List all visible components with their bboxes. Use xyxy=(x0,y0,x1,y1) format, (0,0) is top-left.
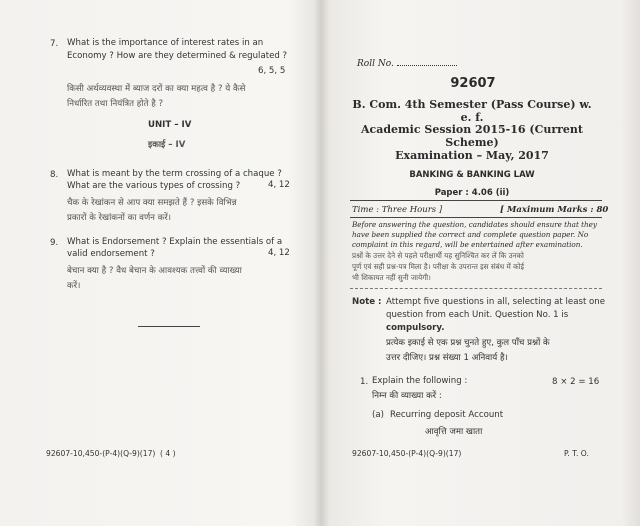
note-en-line3: compulsory. xyxy=(386,323,445,333)
q8-text-en-line1: What is meant by the term crossing of a chaque ? xyxy=(67,169,282,179)
q9-text-hi-line2: करें। xyxy=(67,281,81,291)
session-title: Academic Session 2015-16 (Current Scheme) xyxy=(360,123,583,149)
q1-number: 1. xyxy=(360,377,369,387)
q8-text-en-line2: What are the various types of crossing ? xyxy=(67,181,241,191)
q7-text-hi-line2: निर्धारित तथा नियंत्रित होते है ? xyxy=(67,99,164,109)
paper-number: Paper : 4.06 (ii) xyxy=(434,188,510,198)
note-hi-line2: उत्तर दीजिए। प्रश्न संख्या 1 अनिवार्य है। xyxy=(386,353,508,363)
q8-marks: 4, 12 xyxy=(268,180,290,190)
course-title: B. Com. 4th Semester (Pass Course) w. e. f. xyxy=(352,98,592,124)
note-en-line1: Attempt five questions in all, selecting at least one xyxy=(386,297,606,307)
q7-number: 7. xyxy=(50,39,59,49)
instruction-hi-line1: प्रश्नों के उत्तर देने से पहले परीक्षार्थी यह सुनिश्चित कर लें कि उनको xyxy=(352,251,524,260)
instruction-hi-line3: भी शिकायत नहीं सुनी जायेगी। xyxy=(352,273,431,282)
q7-text-en-line1: What is the importance of interest rates in an xyxy=(67,38,264,48)
instruction-rule xyxy=(350,288,602,289)
time-allowed: Time : Three Hours ] xyxy=(352,205,443,215)
q9-marks: 4, 12 xyxy=(268,248,290,258)
header-rule-top xyxy=(350,200,602,201)
pto-label: P. T. O. xyxy=(564,449,589,458)
right-page xyxy=(320,0,620,526)
paper-code: 92607 xyxy=(450,76,496,91)
q8-text-hi-line1: चैक के रेखांकन से आप क्या समझते हैं ? इसके विभिन्न xyxy=(67,198,237,208)
note-label: Note : xyxy=(352,297,382,307)
q9-text-en-line1: What is Endorsement ? Explain the essentials of a xyxy=(67,237,283,247)
maximum-marks: [ Maximum Marks : 80 xyxy=(500,205,609,215)
subject-title: BANKING & BANKING LAW xyxy=(409,170,535,180)
q1a-text-en: Recurring deposit Account xyxy=(390,410,504,420)
q1a-text-hi: आवृत्ति जमा खाता xyxy=(425,427,483,437)
q9-text-hi-line1: बेचान क्या है ? वैध बेचान के आवश्यक तत्त्वों की व्याख्या xyxy=(67,266,242,276)
instruction-en-line2: have been supplied the correct and complete question paper. No xyxy=(352,230,589,239)
roll-no-blank xyxy=(397,56,457,66)
instruction-en-line3: complaint in this regard, will be entertained after examination. xyxy=(352,240,583,249)
roll-no xyxy=(357,56,457,69)
right-footer-code: 92607-10,450-(P-4)(Q-9)(17) xyxy=(352,449,462,458)
unit-heading-en: UNIT – IV xyxy=(148,120,192,130)
q9-number: 9. xyxy=(50,238,59,248)
note-en-line2: question from each Unit. Question No. 1 is xyxy=(386,310,569,320)
q7-text-hi-line1: किसी अर्थव्यवस्था में ब्याज दरों का क्या महत्व है ? ये कैसे xyxy=(67,84,246,94)
q1a-label: (a) xyxy=(372,410,384,420)
q8-number: 8. xyxy=(50,170,59,180)
page-edge-shadow xyxy=(620,0,640,526)
q1-text-en: Explain the following : xyxy=(372,376,468,386)
instruction-en-line1: Before answering the question, candidates should ensure that they xyxy=(352,220,597,229)
q7-text-en-line2: Economy ? How are they determined & regulated ? xyxy=(67,51,288,61)
left-footer-code: 92607-10,450-(P-4)(Q-9)(17) xyxy=(46,449,156,458)
unit-heading-hi: इकाई – IV xyxy=(148,140,186,150)
q1-text-hi: निम्न की व्याख्या करें : xyxy=(372,391,442,401)
q7-marks: 6, 5, 5 xyxy=(258,66,286,76)
roll-no-label: Roll No. xyxy=(357,59,394,69)
left-page-number: ( 4 ) xyxy=(160,449,176,458)
q1-marks: 8 × 2 = 16 xyxy=(552,377,600,387)
q8-text-hi-line2: प्रकारों के रेखांकनों का वर्णन करें। xyxy=(67,213,172,223)
header-rule-bottom xyxy=(350,217,602,218)
exam-title: Examination – May, 2017 xyxy=(395,149,549,162)
instruction-hi-line2: पूर्ण एवं सही प्रश्न-पत्र मिला है। परीक्षा के उपरान्त इस संबंध में कोई xyxy=(352,262,524,271)
note-hi-line1: प्रत्येक इकाई से एक प्रश्न चुनते हुए, कुल पाँच प्रश्नों के xyxy=(386,338,550,348)
q9-text-en-line2: valid endorsement ? xyxy=(67,249,155,259)
end-rule xyxy=(138,326,200,327)
